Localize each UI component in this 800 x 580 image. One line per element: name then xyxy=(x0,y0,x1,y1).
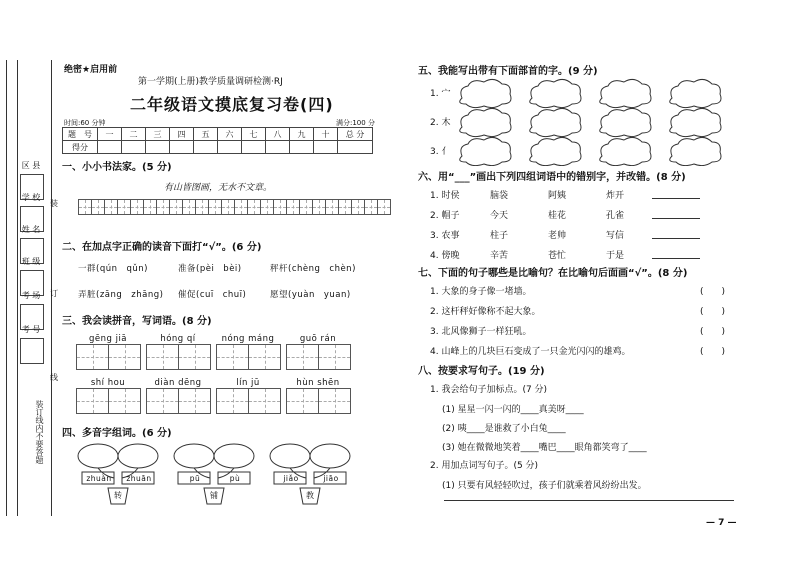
reading-item-6[interactable]: 愿望(yuàn yuan) xyxy=(270,290,351,300)
punctuation-line-3[interactable]: (3) 她在微微地笑着____嘴巴____眼角都笑弯了____ xyxy=(442,443,647,453)
reading-item-4[interactable]: 弄脏(zāng zhāng) xyxy=(78,290,164,300)
section-6-title: 六、用“___”画出下列四组词语中的错别字，并改错。(8 分) xyxy=(418,172,686,183)
field-exam-number[interactable]: 考 号 xyxy=(18,324,44,364)
simile-item-1: 1. 大象的身子像一堵墙。 xyxy=(430,287,532,297)
pot-2-pinyin-b: pù xyxy=(229,474,241,483)
correction-blank-4[interactable] xyxy=(652,258,700,259)
section-4-title: 四、多音字组词。(6 分) xyxy=(62,428,172,439)
field-exam-room[interactable]: 考 场 xyxy=(18,290,44,330)
pinyin-word-5[interactable]: shí hou xyxy=(76,378,141,414)
series-title: 第一学期(上册)教学质量调研检测·RJ xyxy=(138,77,283,87)
pinyin-word-8[interactable]: hùn shēn xyxy=(286,378,351,414)
typo-table: 1. 时侯 脑袋 阿姨 炸开 2. 帽子 今天 桂花 孔雀 3. 农事 柱子 老帅 写信 4. 傍晚 辛苦 苍忙 于是 xyxy=(430,188,730,268)
binding-mark-ding: 订 xyxy=(50,289,58,298)
binding-fields xyxy=(18,160,50,380)
radical-3: 3. 亻 xyxy=(430,147,451,157)
binding-notice: 装订线内不要答题 xyxy=(35,400,44,464)
binding-mark-xian: 线 xyxy=(50,373,58,382)
pot-3-pinyin-a: jiǎo xyxy=(283,474,299,483)
cloud-answer-boxes[interactable] xyxy=(454,78,724,166)
section-2-title: 二、在加点字正确的读音下面打“√”。(6 分) xyxy=(62,242,262,253)
radical-1: 1. 宀 xyxy=(430,89,451,99)
sentence-answer-line[interactable] xyxy=(444,500,734,501)
simile-answer-2[interactable]: ( ) xyxy=(700,307,726,317)
section-3-title: 三、我会读拼音，写词语。(8 分) xyxy=(62,316,212,327)
correction-blank-2[interactable] xyxy=(652,218,700,219)
page-title: 二年级语文摸底复习卷(四) xyxy=(130,95,334,114)
reading-item-3[interactable]: 秤杆(chèng chèn) xyxy=(270,264,356,274)
writing-grid[interactable] xyxy=(78,199,391,215)
reading-item-5[interactable]: 催促(cuī chuī) xyxy=(178,290,247,300)
punctuation-subtitle: 1. 我会给句子加标点。(7 分) xyxy=(430,385,548,395)
binding-mark-zhuang: 装 xyxy=(50,199,58,208)
pinyin-word-2[interactable]: hóng qí xyxy=(146,334,211,370)
pot-1-char: 转 xyxy=(114,491,122,500)
field-school[interactable]: 学 校 xyxy=(18,192,44,232)
reading-item-1[interactable]: 一群(qún qǔn) xyxy=(78,264,148,274)
field-district[interactable]: 区 县 xyxy=(18,160,44,200)
field-class[interactable]: 班 级 xyxy=(18,256,44,296)
section-7-title: 七、下面的句子哪些是比喻句？在比喻句后面画“√”。(8 分) xyxy=(418,268,688,279)
punctuation-line-2[interactable]: (2) 咦____是谁救了小白兔____ xyxy=(442,424,566,434)
sentence-example: (1) 只要有风轻轻吹过，孩子们就乘着风纷纷出发。 xyxy=(442,481,647,491)
simile-item-4: 4. 山峰上的几块巨石变成了一只金光闪闪的雄鸡。 xyxy=(430,347,631,357)
page-number: — 7 — xyxy=(706,518,737,528)
time-limit: 时间:60 分钟 xyxy=(64,119,106,127)
calligraphy-sample: 有山皆图画，无水不文章。 xyxy=(164,183,273,193)
sentence-subtitle: 2. 用加点词写句子。(5 分) xyxy=(430,461,539,471)
pinyin-word-3[interactable]: nóng máng xyxy=(216,334,281,370)
correction-blank-1[interactable] xyxy=(652,198,700,199)
pinyin-word-6[interactable]: diàn dēng xyxy=(146,378,211,414)
full-marks: 满分:100 分 xyxy=(336,119,375,127)
radical-2: 2. 木 xyxy=(430,118,451,128)
simile-item-2: 2. 这杆秤好像称不起大象。 xyxy=(430,307,541,317)
field-name[interactable]: 姓 名 xyxy=(18,224,44,264)
pinyin-word-1[interactable]: gēng jiā xyxy=(76,334,141,370)
pinyin-word-7[interactable]: lín jū xyxy=(216,378,281,414)
punctuation-line-1[interactable]: (1) 星星一闪一闪的____真美呀____ xyxy=(442,405,584,415)
pot-2-pinyin-a: pū xyxy=(189,474,201,483)
section-8-title: 八、按要求写句子。(19 分) xyxy=(418,366,545,377)
pot-2-char: 铺 xyxy=(210,491,218,500)
secret-label: 绝密★启用前 xyxy=(64,65,118,75)
section-1-title: 一、小小书法家。(5 分) xyxy=(62,162,172,173)
pinyin-word-4[interactable]: guō rán xyxy=(286,334,351,370)
simile-answer-3[interactable]: ( ) xyxy=(700,327,726,337)
pot-1-pinyin-a: zhuàn xyxy=(86,474,112,483)
score-table: 题 号 一 二 三 四 五 六 七 八 九 十 总 分 得分 xyxy=(62,127,373,154)
simile-item-3: 3. 北风像狮子一样狂吼。 xyxy=(430,327,532,337)
reading-item-2[interactable]: 准备(pèi bèi) xyxy=(178,264,242,274)
correction-blank-3[interactable] xyxy=(652,238,700,239)
pot-3-pinyin-b: jiāo xyxy=(323,474,339,483)
pot-1-pinyin-b: zhuān xyxy=(126,474,152,483)
pot-3-char: 教 xyxy=(306,491,314,500)
simile-answer-1[interactable]: ( ) xyxy=(700,287,726,297)
simile-answer-4[interactable]: ( ) xyxy=(700,347,726,357)
section-5-title: 五、我能写出带有下面部首的字。(9 分) xyxy=(418,66,598,77)
